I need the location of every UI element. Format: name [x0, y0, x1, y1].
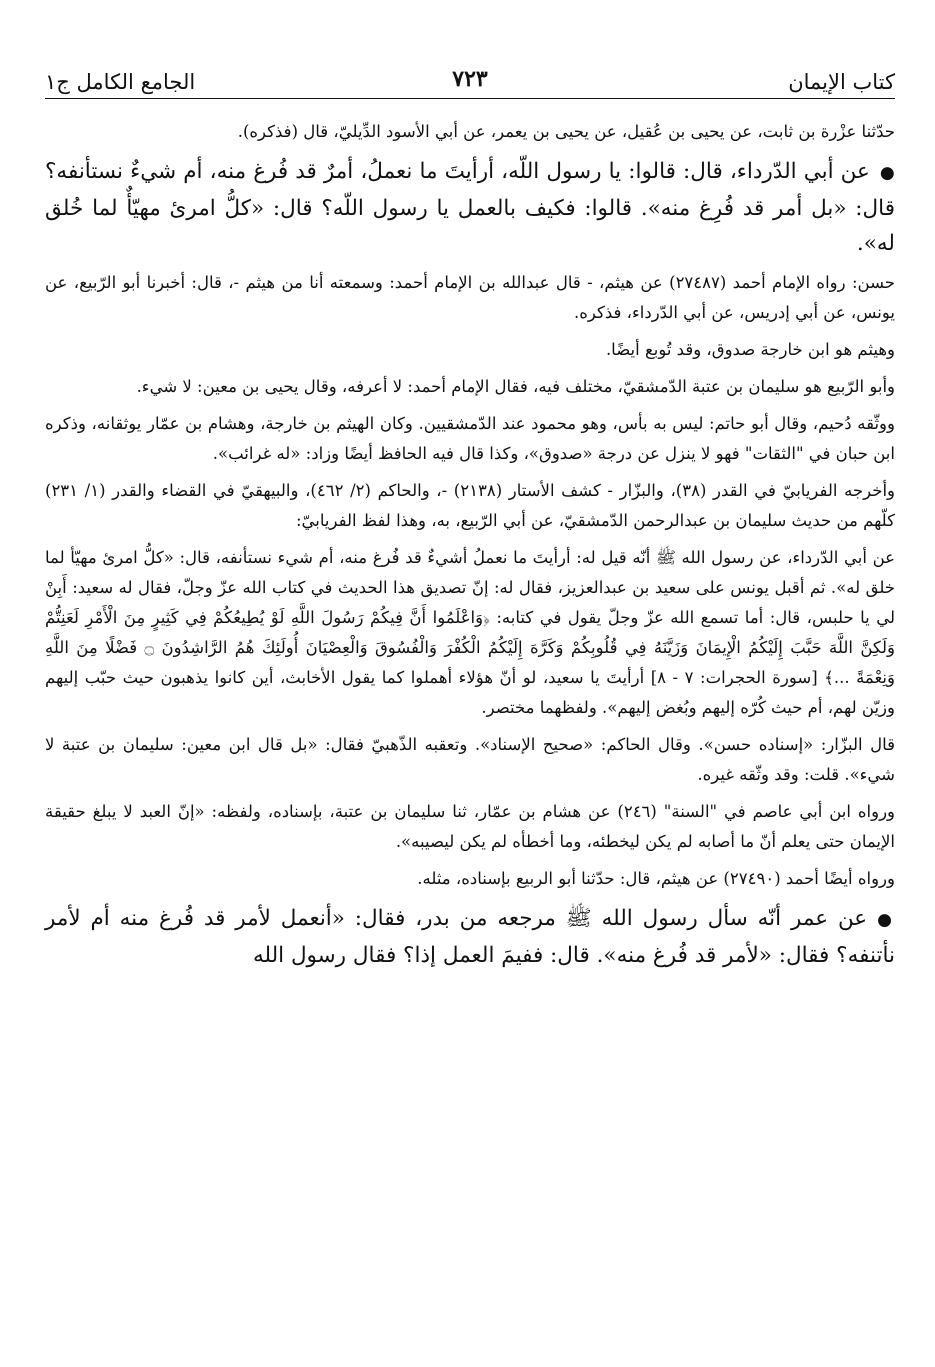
bullet-icon: ●: [879, 163, 895, 183]
paragraph: ووثّقه دُحيم، وقال أبو حاتم: ليس به بأس، وهو محمود عند الدّمشقيين. وكان الهيثم بن خارجة، وهشام بن عمّار يوثقانه، وذكره ابن حبان في "الثقات" فهو لا ينزل عن درجة «صدوق»، وكذا قال فيه الحافظ أيضًا وزاد: «له غرائب».: [45, 414, 895, 463]
paragraph: ورواه أيضًا أحمد (٢٧٤٩٠) عن هيثم، قال: حدّثنا أبو الربيع بإسناده، مثله.: [417, 869, 895, 888]
paragraph: حدّثنا عزْرة بن ثابت، عن يحيى بن عُقيل، عن يحيى بن يعمر، عن أبي الأسود الدِّيليّ، قال (فذكره).: [237, 122, 895, 141]
paragraph: حسن: رواه الإمام أحمد (٢٧٤٨٧) عن هيثم، - قال عبدالله بن الإمام أحمد: وسمعته أنا من هيثم -، قال: أخبرنا أبو الرّبيع، عن يونس، عن أبي إدريس، عن أبي الدّرداء، فذكره.: [45, 273, 895, 322]
page-body: [45, 117, 895, 973]
paragraph: عن أبي الدّرداء، عن رسول الله ﷺ أنّه قيل له: أرأيتَ ما نعملُ أشيءٌ قد فُرغ منه، أم شيء نستأنفه، قال: «كلُّ امرئ مهيّأ لما خلق له». ثم أقبل يونس على سعيد بن عبدالعزيز، فقال له: إنّ تصديق هذا الحديث في كتاب الله عزّ وجلّ، فقال له سعيد: أَبِنْ لي يا حلبس، قال: أما تسمع الله عزّ وجلّ يقول في كتابه: ﴿وَاعْلَمُوا أَنَّ فِيكُمْ رَسُولَ اللَّهِ لَوْ يُطِيعُكُمْ فِي كَثِيرٍ مِنَ الْأَمْرِ لَعَنِتُّمْ وَلَكِنَّ اللَّهَ حَبَّبَ إِلَيْكُمُ الْإِيمَانَ وَزَيَّنَهُ فِي قُلُوبِكُمْ وَكَرَّهَ إِلَيْكُمُ الْكُفْرَ وَالْفُسُوقَ وَالْعِصْيَانَ أُولَئِكَ هُمُ الرَّاشِدُونَ ۝ فَضْلًا مِنَ اللَّهِ وَنِعْمَةً ...﴾ [سورة الحجرات: ٧ - ٨] أرأيتَ يا سعيد، لو أنّ هؤلاء أهملوا كما يقول الأخابث، أين كانوا يذهبون حيث حبّب إليهم وزيّن لهم، أم حيث كُرّه إليهم وبُغض إليهم». ولفظهما مختصر.: [45, 548, 895, 717]
book-section-title: كتاب الإيمان: [788, 70, 895, 94]
document-page: [45, 50, 895, 1350]
hadith-paragraph: ●عن أبي الدّرداء، قال: قالوا: يا رسول اللّه، أرأيتَ ما نعملُ، أمرٌ قد فُرغ منه، أم شيءٌ نستأنفه؟ قال: «بل أمر قد فُرِغ منه». قالوا: فكيف بالعمل يا رسول اللّه؟ قال: «كلُّ امرئ مهيّأٌ لما خُلق له».: [45, 159, 895, 256]
bullet-icon: ●: [877, 910, 895, 930]
book-volume-title: الجامع الكامل ج١: [45, 70, 196, 94]
paragraph: وأبو الرّبيع هو سليمان بن عتبة الدّمشقيّ، مختلف فيه، فقال الإمام أحمد: لا أعرفه، وقال يحيى بن معين: لا شيء.: [136, 377, 895, 396]
paragraph: ورواه ابن أبي عاصم في "السنة" (٢٤٦) عن هشام بن عمّار، ثنا سليمان بن عتبة، بإسناده، ولفظه: «إنّ العبد لا يبلغ حقيقة الإيمان حتى يعلم أنّ ما أصابه لم يكن ليخطئه، وما أخطأه لم يكن ليصيبه».: [45, 802, 896, 851]
page-header: [45, 50, 895, 99]
hadith-paragraph: ●عن عمر أنّه سأل رسول الله ﷺ مرجعه من بدر، فقال: «أنعمل لأمر قد فُرغ منه أم لأمر نأتنفه؟ فقال: «لأمر قد فُرغ منه». قال: ففيمَ العمل إذا؟ فقال رسول الله: [45, 906, 895, 968]
paragraph: وهيثم هو ابن خارجة صدوق، وقد تُوبع أيضًا.: [605, 340, 895, 359]
page-number: ٧٢٣: [452, 66, 488, 92]
paragraph: وأخرجه الفريابيّ في القدر (٣٨)، والبزّار - كشف الأستار (٢١٣٨) -، والحاكم (٢/ ٤٦٢)، والبيهقيّ في القضاء والقدر (١/ ٢٣١) كلّهم من حديث سليمان بن عبدالرحمن الدّمشقيّ، عن أبي الرّبيع، به، وهذا لفظ الفريابيّ:: [45, 481, 895, 530]
paragraph: قال البزّار: «إسناده حسن». وقال الحاكم: «صحيح الإسناد». وتعقبه الذّهبيّ فقال: «بل قال ابن معين: سليمان بن عتبة لا شيء». قلت: وقد وثّقه غيره.: [45, 735, 895, 784]
